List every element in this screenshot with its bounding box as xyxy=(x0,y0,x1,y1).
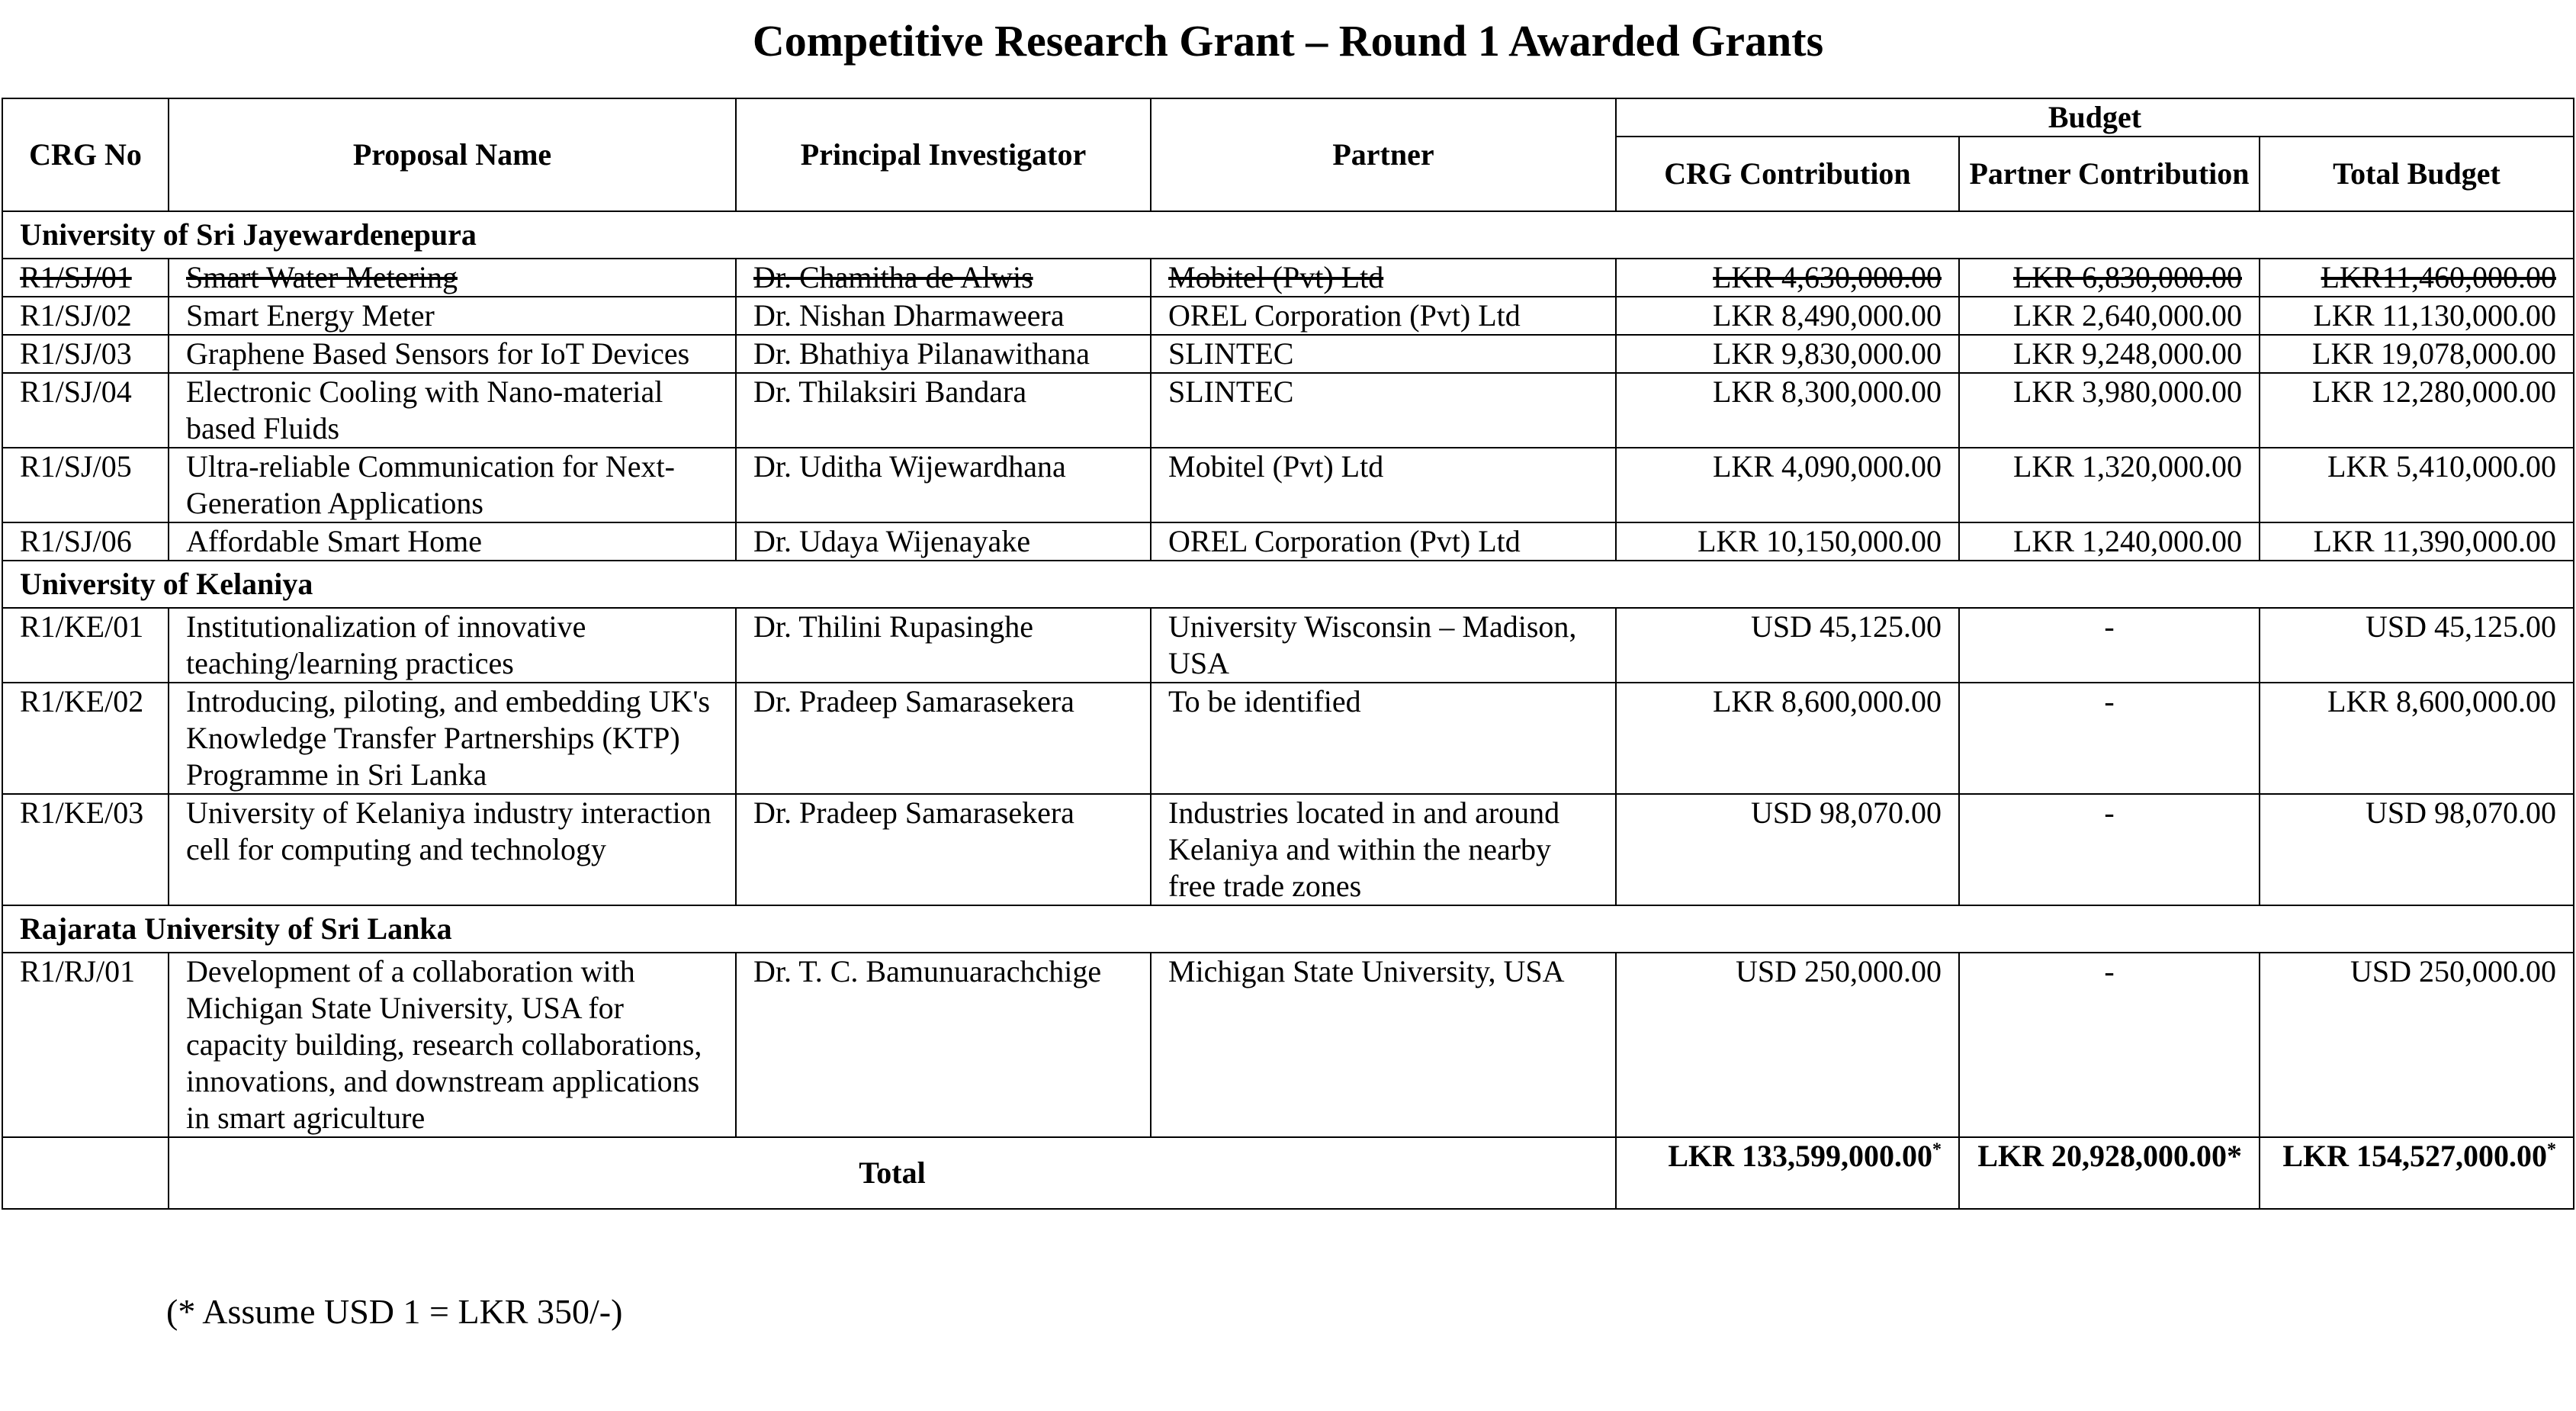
total-budget-cell: LKR 11,130,000.00 xyxy=(2260,297,2574,335)
table-row xyxy=(2,448,2574,522)
table-row xyxy=(2,259,2574,297)
pi-cell: Dr. Pradeep Samarasekera xyxy=(736,794,1151,905)
total-blank-cell xyxy=(2,1137,169,1209)
proposal-cell: Affordable Smart Home xyxy=(169,522,736,561)
header-partner-contribution: Partner Contribution xyxy=(1959,137,2260,211)
crg-no-cell: R1/SJ/06 xyxy=(2,522,169,561)
table-row xyxy=(2,335,2574,373)
pi-cell: Dr. Udaya Wijenayake xyxy=(736,522,1151,561)
total-crg-asterisk: * xyxy=(1932,1139,1942,1160)
pi-cell: Dr. Pradeep Samarasekera xyxy=(736,683,1151,794)
crg-contribution-cell: LKR 4,090,000.00 xyxy=(1616,448,1959,522)
crg-contribution-cell: LKR 8,490,000.00 xyxy=(1616,297,1959,335)
crg-no-cell: R1/KE/02 xyxy=(2,683,169,794)
pi-cell: Dr. Thilaksiri Bandara xyxy=(736,373,1151,448)
partner-contribution-cell: LKR 6,830,000.00 xyxy=(1959,259,2260,297)
table-row xyxy=(2,373,2574,448)
crg-no-cell: R1/KE/03 xyxy=(2,794,169,905)
group-row-kelaniya xyxy=(2,561,2574,608)
pi-cell: Dr. Uditha Wijewardhana xyxy=(736,448,1151,522)
crg-contribution-cell: LKR 4,630,000.00 xyxy=(1616,259,1959,297)
crg-contribution-cell: USD 250,000.00 xyxy=(1616,953,1959,1137)
pi-cell: Dr. Bhathiya Pilanawithana xyxy=(736,335,1151,373)
total-budget-cell: LKR 5,410,000.00 xyxy=(2260,448,2574,522)
header-partner: Partner xyxy=(1151,98,1616,211)
crg-no-cell: R1/SJ/04 xyxy=(2,373,169,448)
table-row xyxy=(2,297,2574,335)
partner-cell: Industries located in and around Kelaniya and within the nearby free trade zones xyxy=(1151,794,1616,905)
partner-cell: University Wisconsin – Madison, USA xyxy=(1151,608,1616,683)
proposal-cell: Smart Water Metering xyxy=(169,259,736,297)
partner-cell: To be identified xyxy=(1151,683,1616,794)
proposal-cell: Development of a collaboration with Michigan State University, USA for capacity building, research collaborations, innovations, and downstream applications in smart agriculture xyxy=(169,953,736,1137)
header-principal-investigator: Principal Investigator xyxy=(736,98,1151,211)
table-row xyxy=(2,953,2574,1137)
partner-contribution-cell: - xyxy=(1959,608,2260,683)
total-budget-cell: LKR 12,280,000.00 xyxy=(2260,373,2574,448)
proposal-cell: University of Kelaniya industry interaction cell for computing and technology xyxy=(169,794,736,905)
total-label: Total xyxy=(169,1137,1616,1209)
total-budget-cell: USD 250,000.00 xyxy=(2260,953,2574,1137)
pi-cell: Dr. Nishan Dharmaweera xyxy=(736,297,1151,335)
group-row-rajarata xyxy=(2,905,2574,953)
total-budget-cell: LKR 8,600,000.00 xyxy=(2260,683,2574,794)
partner-cell: OREL Corporation (Pvt) Ltd xyxy=(1151,297,1616,335)
footnote: (* Assume USD 1 = LKR 350/-) xyxy=(166,1292,623,1331)
group-label: University of Kelaniya xyxy=(2,561,2574,608)
partner-contribution-cell: LKR 2,640,000.00 xyxy=(1959,297,2260,335)
total-crg-value: LKR 133,599,000.00 xyxy=(1668,1139,1932,1173)
crg-no-cell: R1/SJ/05 xyxy=(2,448,169,522)
total-budget-cell: USD 45,125.00 xyxy=(2260,608,2574,683)
partner-cell: OREL Corporation (Pvt) Ltd xyxy=(1151,522,1616,561)
crg-no-cell: R1/RJ/01 xyxy=(2,953,169,1137)
total-crg-contribution xyxy=(1616,1137,1959,1209)
crg-contribution-cell: LKR 8,300,000.00 xyxy=(1616,373,1959,448)
total-budget-cell: LKR 11,390,000.00 xyxy=(2260,522,2574,561)
crg-no-cell: R1/SJ/01 xyxy=(2,259,169,297)
total-budget-value: LKR 154,527,000.00 xyxy=(2282,1139,2548,1173)
crg-no-cell: R1/SJ/03 xyxy=(2,335,169,373)
crg-contribution-cell: LKR 10,150,000.00 xyxy=(1616,522,1959,561)
header-total-budget: Total Budget xyxy=(2260,137,2574,211)
proposal-cell: Graphene Based Sensors for IoT Devices xyxy=(169,335,736,373)
header-crg-no: CRG No xyxy=(2,98,169,211)
crg-contribution-cell: USD 98,070.00 xyxy=(1616,794,1959,905)
total-partner-contribution: LKR 20,928,000.00* xyxy=(1959,1137,2260,1209)
table-row xyxy=(2,522,2574,561)
proposal-cell: Ultra-reliable Communication for Next-Generation Applications xyxy=(169,448,736,522)
partner-contribution-cell: LKR 3,980,000.00 xyxy=(1959,373,2260,448)
document-title: Competitive Research Grant – Round 1 Awarded Grants xyxy=(752,16,1824,66)
group-row-sri-jayewardenepura xyxy=(2,211,2574,259)
partner-cell: Mobitel (Pvt) Ltd xyxy=(1151,259,1616,297)
proposal-cell: Introducing, piloting, and embedding UK's Knowledge Transfer Partnerships (KTP) Programme in Sri Lanka xyxy=(169,683,736,794)
header-budget: Budget xyxy=(1616,98,2574,137)
table-row xyxy=(2,794,2574,905)
pi-cell: Dr. Thilini Rupasinghe xyxy=(736,608,1151,683)
crg-no-cell: R1/SJ/02 xyxy=(2,297,169,335)
crg-contribution-cell: LKR 8,600,000.00 xyxy=(1616,683,1959,794)
total-budget-cell: LKR 19,078,000.00 xyxy=(2260,335,2574,373)
partner-contribution-cell: - xyxy=(1959,683,2260,794)
total-row xyxy=(2,1137,2574,1209)
partner-cell: SLINTEC xyxy=(1151,373,1616,448)
crg-contribution-cell: USD 45,125.00 xyxy=(1616,608,1959,683)
pi-cell: Dr. Chamitha de Alwis xyxy=(736,259,1151,297)
grants-table xyxy=(2,98,2574,1210)
partner-contribution-cell: - xyxy=(1959,953,2260,1137)
header-row xyxy=(2,98,2574,137)
proposal-cell: Institutionalization of innovative teaching/learning practices xyxy=(169,608,736,683)
proposal-cell: Electronic Cooling with Nano-material based Fluids xyxy=(169,373,736,448)
header-proposal-name: Proposal Name xyxy=(169,98,736,211)
partner-cell: Mobitel (Pvt) Ltd xyxy=(1151,448,1616,522)
total-budget-cell: LKR11,460,000.00 xyxy=(2260,259,2574,297)
total-budget-asterisk: * xyxy=(2547,1139,2557,1160)
header-crg-contribution: CRG Contribution xyxy=(1616,137,1959,211)
table-row xyxy=(2,608,2574,683)
group-label: University of Sri Jayewardenepura xyxy=(2,211,2574,259)
total-budget xyxy=(2260,1137,2574,1209)
partner-cell: SLINTEC xyxy=(1151,335,1616,373)
partner-cell: Michigan State University, USA xyxy=(1151,953,1616,1137)
partner-contribution-cell: LKR 1,320,000.00 xyxy=(1959,448,2260,522)
partner-contribution-cell: LKR 1,240,000.00 xyxy=(1959,522,2260,561)
group-label: Rajarata University of Sri Lanka xyxy=(2,905,2574,953)
partner-contribution-cell: LKR 9,248,000.00 xyxy=(1959,335,2260,373)
crg-no-cell: R1/KE/01 xyxy=(2,608,169,683)
total-budget-cell: USD 98,070.00 xyxy=(2260,794,2574,905)
proposal-cell: Smart Energy Meter xyxy=(169,297,736,335)
crg-contribution-cell: LKR 9,830,000.00 xyxy=(1616,335,1959,373)
partner-contribution-cell: - xyxy=(1959,794,2260,905)
pi-cell: Dr. T. C. Bamunuarachchige xyxy=(736,953,1151,1137)
table-row xyxy=(2,683,2574,794)
